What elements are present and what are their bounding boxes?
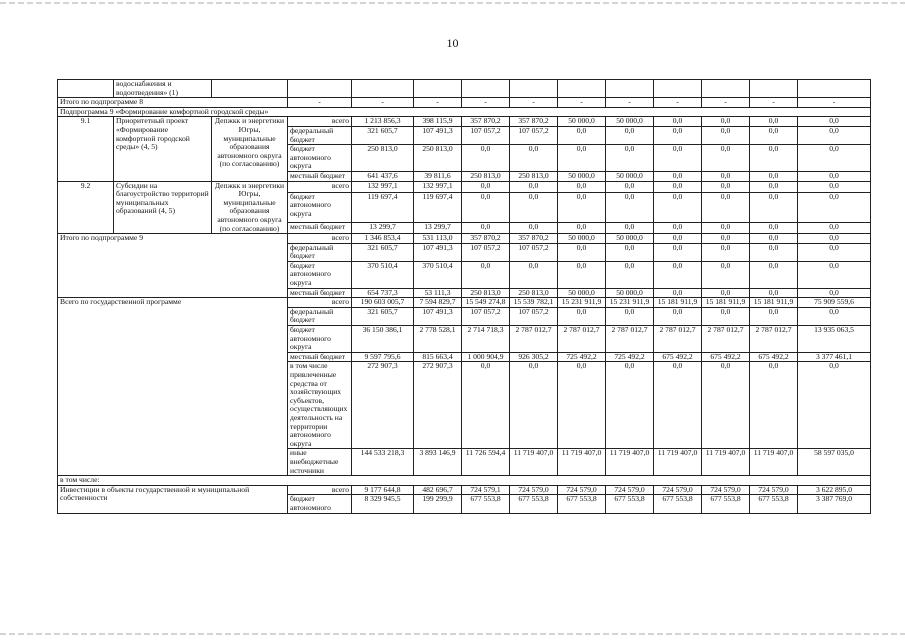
value-cell: 0,0 [750,288,798,298]
value-cell: 0,0 [462,362,510,449]
value-cell: 0,0 [654,223,702,234]
source-cell: местный бюджет [288,223,352,234]
value-cell: 13 935 063,5 [798,326,871,353]
value-cell: - [352,98,414,108]
value-cell: 0,0 [750,171,798,181]
value-cell: 0,0 [606,223,654,234]
budget-table [57,79,871,514]
empty-cell [212,80,288,98]
total-label: Инвестиции в объекты государственной и муниципальной собственности [58,485,288,513]
value-cell: 107 057,2 [462,126,510,144]
value-cell: 0,0 [702,261,750,288]
value-cell: 3 377 461,1 [798,352,871,362]
value-cell: 1 346 853,4 [352,234,414,244]
value-cell: 321 605,7 [352,126,414,144]
value-cell: 725 492,2 [558,352,606,362]
source-cell: всего [288,234,352,244]
value-cell: 15 181 911,9 [654,298,702,308]
value-cell: 0,0 [606,307,654,325]
value-cell: 0,0 [558,145,606,172]
value-cell: 250 813,0 [352,145,414,172]
table-row [58,181,871,192]
value-cell: 50 000,0 [606,288,654,298]
value-cell: 0,0 [798,117,871,127]
value-cell: 0,0 [750,192,798,223]
value-cell: 321 605,7 [352,243,414,261]
value-cell: 0,0 [702,181,750,192]
value-cell: 11 726 594,4 [462,449,510,476]
empty-cell [288,80,352,98]
value-cell: 50 000,0 [558,234,606,244]
value-cell: 2 787 012,7 [654,326,702,353]
value-cell: 39 811,6 [414,171,462,181]
item-name: Приоритетный проект «Формирование комфортной городской среды» (4, 5) [114,117,212,181]
value-cell: 15 539 782,1 [510,298,558,308]
value-cell: - [510,98,558,108]
note-label: в том числе: [58,476,871,486]
value-cell: 3 622 895,0 [798,485,871,495]
value-cell: 2 787 012,7 [606,326,654,353]
value-cell: 641 437,6 [352,171,414,181]
value-cell: 36 150 386,1 [352,326,414,353]
total-label: Всего по государственной программе [58,298,288,476]
value-cell: 250 813,0 [510,171,558,181]
value-cell: 9 177 644,8 [352,485,414,495]
value-cell: 370 510,4 [352,261,414,288]
scan-edge-top [0,2,905,4]
value-cell: 654 737,3 [352,288,414,298]
source-cell: федеральный бюджет [288,243,352,261]
value-cell: 11 719 407,0 [510,449,558,476]
source-cell: бюджет автономного округа [288,261,352,288]
value-cell: 2 787 012,7 [702,326,750,353]
value-cell: 357 870,2 [462,117,510,127]
value-cell: 0,0 [558,192,606,223]
value-cell: 0,0 [798,362,871,449]
value-cell: 15 231 911,9 [606,298,654,308]
total-label: Итого по подпрограмме 9 [58,234,288,298]
value-cell: 0,0 [654,171,702,181]
source-cell: местный бюджет [288,288,352,298]
value-cell: 0,0 [798,126,871,144]
value-cell: 8 329 945,5 [352,495,414,513]
value-cell: - [462,98,510,108]
total-row [58,485,871,495]
value-cell: 677 553,8 [750,495,798,513]
value-cell: 482 696,7 [414,485,462,495]
value-cell: 0,0 [510,181,558,192]
section-row [58,107,871,117]
value-cell: 2 778 528,1 [414,326,462,353]
value-cell: 107 057,2 [462,243,510,261]
value-cell: 199 299,9 [414,495,462,513]
value-cell: 0,0 [702,192,750,223]
value-cell: 0,0 [798,181,871,192]
value-cell: 677 553,8 [510,495,558,513]
value-cell: 0,0 [750,117,798,127]
value-cell: 0,0 [798,171,871,181]
value-cell: 11 719 407,0 [750,449,798,476]
value-cell: 724 579,1 [462,485,510,495]
value-cell: 0,0 [750,126,798,144]
value-cell: 0,0 [798,192,871,223]
source-cell: всего [288,485,352,495]
value-cell: 0,0 [606,126,654,144]
value-cell: 50 000,0 [558,171,606,181]
value-cell: 0,0 [558,307,606,325]
value-cell: 107 491,3 [414,243,462,261]
scan-edge-bottom [0,633,905,635]
value-cell: 815 663,4 [414,352,462,362]
value-cell: 0,0 [702,223,750,234]
source-cell: бюджет автономного [288,495,352,513]
value-cell: - [558,98,606,108]
value-cell: 0,0 [654,117,702,127]
value-cell: 724 579,0 [606,485,654,495]
empty-cell [510,80,558,98]
value-cell: 107 057,2 [510,307,558,325]
value-cell: 9 597 795,6 [352,352,414,362]
table-row [58,117,871,127]
value-cell: 58 597 035,0 [798,449,871,476]
value-cell: 0,0 [702,126,750,144]
value-cell: 675 492,2 [654,352,702,362]
value-cell: 0,0 [702,234,750,244]
value-cell: 2 714 718,3 [462,326,510,353]
value-cell: - [702,98,750,108]
value-cell: 0,0 [702,362,750,449]
empty-cell [606,80,654,98]
value-cell: 0,0 [510,362,558,449]
empty-cell [352,80,414,98]
value-cell: 370 510,4 [414,261,462,288]
value-cell: 107 057,2 [510,243,558,261]
value-cell: 11 719 407,0 [702,449,750,476]
value-cell: 107 057,2 [462,307,510,325]
value-cell: 0,0 [702,171,750,181]
value-cell: 0,0 [606,181,654,192]
value-cell: 0,0 [558,126,606,144]
value-cell: 0,0 [510,223,558,234]
value-cell: 7 594 829,7 [414,298,462,308]
value-cell: 0,0 [606,261,654,288]
value-cell: 0,0 [750,234,798,244]
value-cell: 0,0 [798,307,871,325]
value-cell: 3 387 769,0 [798,495,871,513]
value-cell: 0,0 [750,261,798,288]
value-cell: 0,0 [606,362,654,449]
empty-cell [750,80,798,98]
value-cell: 0,0 [702,117,750,127]
value-cell: 0,0 [558,243,606,261]
value-cell: 1 213 856,3 [352,117,414,127]
source-cell: федеральный бюджет [288,307,352,325]
value-cell: 926 305,2 [510,352,558,362]
value-cell: 250 813,0 [462,288,510,298]
total-label: Итого по подпрограмме 8 [58,98,288,108]
value-cell: 2 787 012,7 [558,326,606,353]
value-cell: 53 111,3 [414,288,462,298]
value-cell: 0,0 [654,126,702,144]
value-cell: 677 553,8 [606,495,654,513]
value-cell: 132 997,1 [352,181,414,192]
value-cell: 0,0 [798,234,871,244]
value-cell: 675 492,2 [750,352,798,362]
value-cell: 677 553,8 [462,495,510,513]
value-cell: 321 605,7 [352,307,414,325]
value-cell: 0,0 [654,288,702,298]
value-cell: 50 000,0 [606,171,654,181]
source-cell: бюджет автономного округа [288,145,352,172]
value-cell: 15 231 911,9 [558,298,606,308]
value-cell: 0,0 [606,192,654,223]
value-cell: 50 000,0 [558,117,606,127]
source-cell: федеральный бюджет [288,126,352,144]
value-cell: 0,0 [654,192,702,223]
value-cell: 398 115,9 [414,117,462,127]
value-cell: 15 181 911,9 [702,298,750,308]
value-cell: 0,0 [654,181,702,192]
name-cell: водоснабжения и водоотведения» (1) [114,80,212,98]
value-cell: 0,0 [510,261,558,288]
item-name: Субсидии на благоустройство территорий муниципальных образований (4, 5) [114,181,212,234]
value-cell: 0,0 [702,243,750,261]
value-cell: 0,0 [510,145,558,172]
source-cell: местный бюджет [288,352,352,362]
value-cell: 50 000,0 [606,234,654,244]
value-cell: 11 719 407,0 [558,449,606,476]
value-cell: 0,0 [654,261,702,288]
value-cell: 11 719 407,0 [606,449,654,476]
empty-cell [558,80,606,98]
value-cell: 0,0 [654,307,702,325]
value-cell: 0,0 [798,223,871,234]
value-cell: 0,0 [750,307,798,325]
value-cell: - [414,98,462,108]
value-cell: - [606,98,654,108]
value-cell: 13 299,7 [352,223,414,234]
source-cell: всего [288,117,352,127]
item-number: 9.1 [58,117,114,181]
value-cell: 0,0 [462,261,510,288]
value-cell: 724 579,0 [654,485,702,495]
value-cell: 190 603 005,7 [352,298,414,308]
value-cell: 0,0 [798,261,871,288]
value-cell: - [654,98,702,108]
empty-cell [702,80,750,98]
value-cell: - [288,98,352,108]
value-cell: 0,0 [798,145,871,172]
source-cell: всего [288,181,352,192]
value-cell: 0,0 [798,288,871,298]
empty-cell [462,80,510,98]
value-cell: 3 893 146,9 [414,449,462,476]
value-cell: 2 787 012,7 [510,326,558,353]
value-cell: 250 813,0 [414,145,462,172]
value-cell: 675 492,2 [702,352,750,362]
value-cell: 0,0 [558,181,606,192]
value-cell: 0,0 [750,145,798,172]
value-cell: 0,0 [462,192,510,223]
section-title: Подпрограмма 9 «Формирование комфортной городской среды» [58,107,871,117]
value-cell: 0,0 [702,307,750,325]
value-cell: 132 997,1 [414,181,462,192]
responsible-cell: Депжкк и энергетики Югры, муниципальные образования автономного округа (по согласованию) [212,117,288,181]
value-cell: 677 553,8 [558,495,606,513]
source-cell: бюджет автономного округа [288,192,352,223]
total-row [58,234,871,244]
value-cell: 0,0 [606,145,654,172]
source-cell: местный бюджет [288,171,352,181]
value-cell: 11 719 407,0 [654,449,702,476]
value-cell: 531 113,0 [414,234,462,244]
empty-cell [798,80,871,98]
value-cell: 0,0 [702,288,750,298]
value-cell: 0,0 [654,243,702,261]
value-cell: 119 697,4 [352,192,414,223]
value-cell: 0,0 [798,243,871,261]
value-cell: 2 787 012,7 [750,326,798,353]
value-cell: 0,0 [606,243,654,261]
value-cell: 357 870,2 [462,234,510,244]
value-cell: 0,0 [654,362,702,449]
value-cell: 0,0 [558,261,606,288]
value-cell: 0,0 [654,145,702,172]
value-cell: 0,0 [654,234,702,244]
value-cell: 724 579,0 [558,485,606,495]
value-cell: 15 181 911,9 [750,298,798,308]
value-cell: 272 907,3 [352,362,414,449]
value-cell: 0,0 [462,181,510,192]
source-cell: иные внебюджетные источники [288,449,352,476]
value-cell: 0,0 [702,145,750,172]
value-cell: 357 870,2 [510,234,558,244]
responsible-cell: Депжкк и энергетики Югры, муниципальные образования автономного округа (по согласованию) [212,181,288,234]
value-cell: 75 909 559,6 [798,298,871,308]
value-cell: 15 549 274,8 [462,298,510,308]
value-cell: 677 553,8 [654,495,702,513]
value-cell: 1 000 904,9 [462,352,510,362]
value-cell: 0,0 [510,192,558,223]
value-cell: 0,0 [750,362,798,449]
value-cell: - [750,98,798,108]
value-cell: 144 533 218,3 [352,449,414,476]
source-cell: в том числе привлеченные средства от хозяйствующих субъектов, осуществляющих деятельность на территории автономного округа [288,362,352,449]
value-cell: - [798,98,871,108]
value-cell: 357 870,2 [510,117,558,127]
source-cell: бюджет автономного округа [288,326,352,353]
empty-cell [654,80,702,98]
value-cell: 0,0 [462,145,510,172]
value-cell: 272 907,3 [414,362,462,449]
value-cell: 724 579,0 [750,485,798,495]
page-number: 10 [446,36,459,50]
value-cell: 50 000,0 [558,288,606,298]
value-cell: 250 813,0 [462,171,510,181]
source-cell: всего [288,298,352,308]
note-row [58,476,871,486]
value-cell: 119 697,4 [414,192,462,223]
number-cell [58,80,114,98]
value-cell: 0,0 [750,223,798,234]
value-cell: 107 491,3 [414,126,462,144]
value-cell: 50 000,0 [606,117,654,127]
value-cell: 724 579,0 [510,485,558,495]
value-cell: 107 491,3 [414,307,462,325]
total-row [58,298,871,308]
value-cell: 0,0 [750,243,798,261]
item-number: 9.2 [58,181,114,234]
value-cell: 0,0 [750,181,798,192]
value-cell: 0,0 [462,223,510,234]
total-row [58,98,871,108]
empty-cell [414,80,462,98]
value-cell: 0,0 [558,223,606,234]
value-cell: 724 579,0 [702,485,750,495]
table-row [58,80,871,98]
value-cell: 13 299,7 [414,223,462,234]
value-cell: 107 057,2 [510,126,558,144]
value-cell: 0,0 [558,362,606,449]
value-cell: 250 813,0 [510,288,558,298]
value-cell: 677 553,8 [702,495,750,513]
value-cell: 725 492,2 [606,352,654,362]
